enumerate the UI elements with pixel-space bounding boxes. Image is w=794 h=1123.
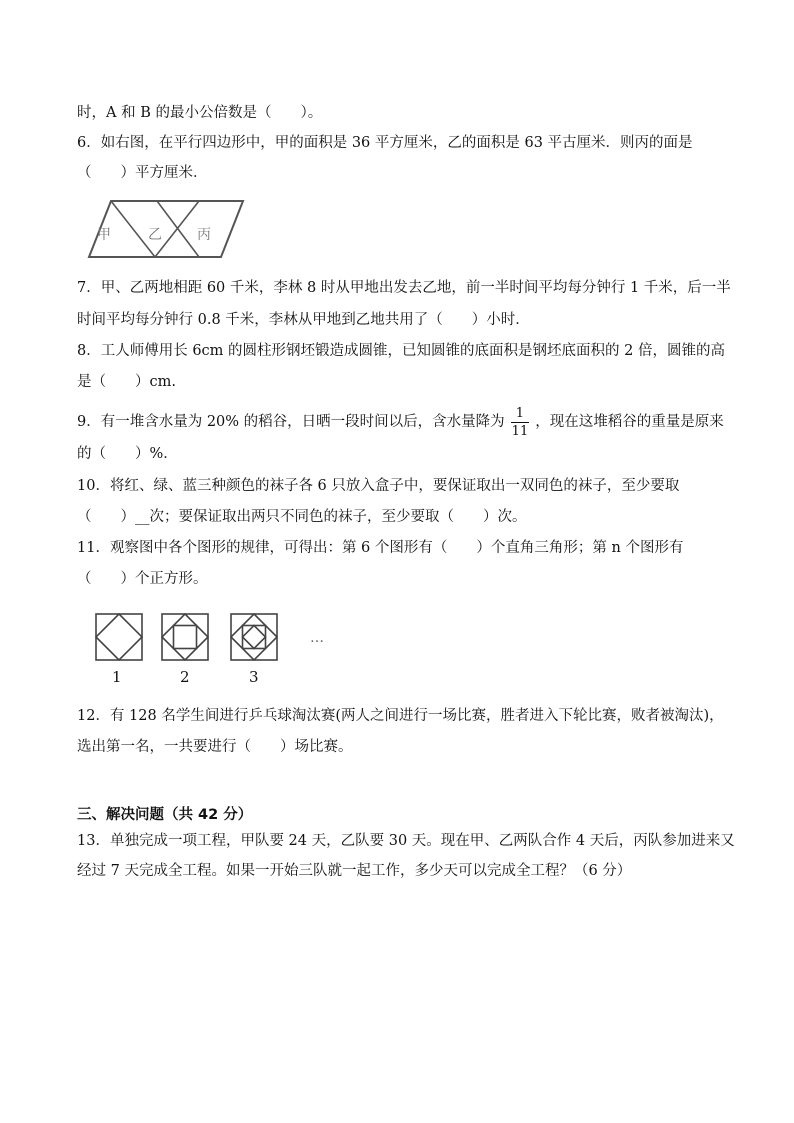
q10-line-2: （ ）__次；要保证取出两只不同色的袜子，至少要取（ ）次。 (77, 509, 527, 525)
figure-ellipsis: … (310, 630, 324, 646)
q10-line-1: 10．将红、绿、蓝三种颜色的袜子各 6 只放入盒子中，要保证取出一双同色的袜子，至少要取 (77, 478, 680, 494)
figure-caption-1: 1 (112, 668, 122, 686)
square-figure-3 (231, 614, 277, 660)
q13-line-2: 经过 7 天完成全工程。如果一开始三队就一起工作，多少天可以完成全工程？（6 分） (77, 863, 632, 879)
label-yi: 乙 (148, 227, 162, 243)
q11-line-2: （ ）个正方形。 (77, 571, 208, 587)
figure-caption-2: 2 (180, 668, 190, 686)
parallelogram-figure (85, 195, 250, 265)
q5-tail: 时，A 和 B 的最小公倍数是（ ）。 (77, 105, 323, 121)
q9-frac-num: 1 (511, 407, 530, 423)
figure-caption-3: 3 (249, 668, 259, 686)
section-3-heading: 三、解决问题（共 42 分） (77, 807, 253, 823)
q8-line-1: 8．工人师傅用长 6cm 的圆柱形钢坯锻造成圆锥，已知圆锥的底面积是钢坯底面积的 2 倍，圆锥的高 (77, 343, 725, 359)
q12-line-2: 选出第一名，一共要进行（ ）场比赛。 (77, 739, 353, 755)
nested-squares-figure (90, 610, 340, 690)
q6-line-2: （ ）平方厘米． (77, 165, 208, 181)
q9-line-1 (77, 405, 724, 439)
q6-line-1: 6．如右图，在平行四边形中，甲的面积是 36 平方厘米，乙的面积是 63 平古厘米．则丙的面是 (77, 135, 693, 151)
q7-line-2: 时间平均每分钟行 0.8 千米，李林从甲地到乙地共用了（ ）小时． (77, 312, 530, 328)
q9-text-pre: 9．有一堆含水量为 20% 的稻谷，日晒一段时间以后，含水量降为 (77, 414, 505, 430)
q7-line-1: 7．甲、乙两地相距 60 千米，李林 8 时从甲地出发去乙地，前一半时间平均每分钟行 1 千米，后一半 (77, 280, 731, 296)
q13-line-1: 13．单独完成一项工程，甲队要 24 天，乙队要 30 天。现在甲、乙两队合作 4 天后，丙队参加进来又 (77, 833, 735, 849)
label-bing: 丙 (197, 227, 211, 243)
q8-line-2: 是（ ）cm. (77, 374, 176, 390)
q9-line-2: 的（ ）%． (77, 446, 178, 462)
q11-line-1: 11．观察图中各个图形的规律，可得出：第 6 个图形有（ ）个直角三角形；第 n 个图形有 (77, 540, 684, 556)
square-figure-1 (96, 614, 142, 660)
q12-line-1: 12．有 128 名学生间进行乒乓球淘汰赛(两人之间进行一场比赛，胜者进入下轮比赛，败者被淘汰)， (77, 708, 724, 724)
q9-fraction (511, 407, 530, 438)
q9-text-post: ，现在这堆稻谷的重量是原来 (535, 414, 724, 430)
square-figure-2 (162, 614, 208, 660)
label-jia: 甲 (97, 227, 111, 243)
q9-frac-den: 11 (511, 423, 529, 439)
